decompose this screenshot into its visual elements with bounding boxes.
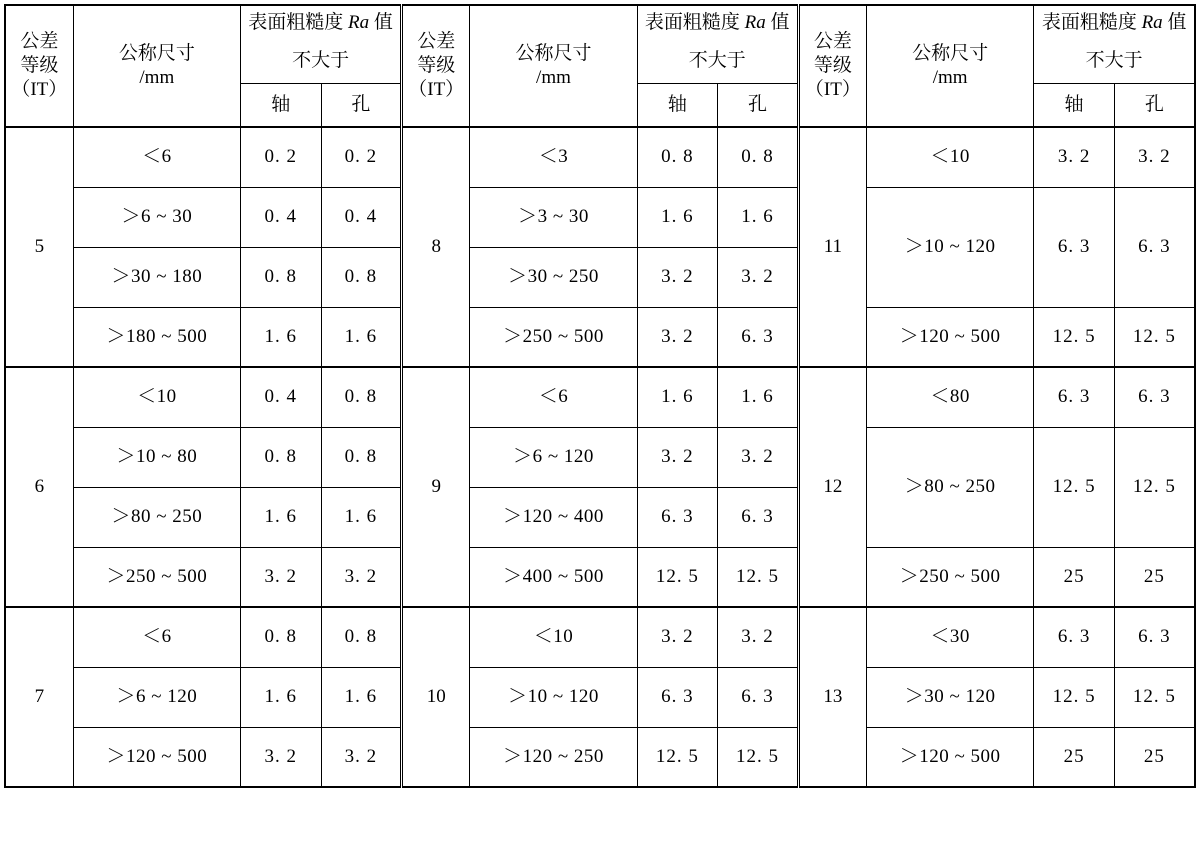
hole-value-cell: 1. 6: [321, 487, 402, 547]
header-ra-limit-label-3: 不大于: [1085, 49, 1143, 71]
header-it-line3: （IT）: [11, 78, 68, 100]
header-nominal-size-3: [866, 5, 1033, 127]
table-row: [5, 307, 1195, 367]
header-it-line1-3: 公差: [813, 31, 852, 53]
header-size-line2-2: /mm: [536, 67, 571, 88]
it-grade-cell: 6: [5, 367, 73, 607]
header-ra-label-3: 表面粗糙度 Ra 值: [1041, 11, 1187, 33]
header-hole-3: 孔: [1114, 83, 1195, 127]
header-ra-limit-label-2: 不大于: [688, 49, 746, 71]
hole-value-cell: 3. 2: [1114, 127, 1195, 187]
table-body: [5, 127, 1195, 787]
nominal-size-cell: ＞30 ~ 180: [73, 247, 240, 307]
shaft-value-cell: 0. 8: [241, 427, 322, 487]
shaft-value-cell: 6. 3: [1034, 187, 1115, 307]
shaft-value-cell: 0. 8: [241, 607, 322, 667]
header-shaft-1: 轴: [241, 83, 322, 127]
nominal-size-cell: ＜6: [470, 367, 637, 427]
header-ra-label-1: 表面粗糙度 Ra 值: [248, 11, 393, 33]
hole-value-cell: 6. 3: [718, 667, 799, 727]
header-ra-label-2: 表面粗糙度 Ra 值: [644, 11, 790, 33]
hole-value-cell: 1. 6: [718, 367, 799, 427]
nominal-size-cell: ＞120 ~ 500: [866, 727, 1033, 787]
table-row: [5, 187, 1195, 247]
header-ra-limit-2: [637, 39, 798, 83]
table-row: [5, 667, 1195, 727]
header-size-line1: 公称尺寸: [118, 43, 195, 65]
hole-value-cell: 0. 8: [321, 427, 402, 487]
nominal-size-cell: ＞120 ~ 250: [470, 727, 637, 787]
hole-value-cell: 0. 4: [321, 187, 402, 247]
nominal-size-cell: ＞120 ~ 400: [470, 487, 637, 547]
shaft-value-cell: 25: [1034, 727, 1115, 787]
hole-value-cell: 0. 2: [321, 127, 402, 187]
hole-value-cell: 12. 5: [718, 547, 799, 607]
header-ra-limit-label-1: 不大于: [292, 49, 350, 71]
hole-value-cell: 3. 2: [718, 247, 799, 307]
table-row: [5, 127, 1195, 187]
nominal-size-cell: ＞10 ~ 80: [73, 427, 240, 487]
shaft-value-cell: 12. 5: [637, 547, 718, 607]
hole-value-cell: 12. 5: [1114, 427, 1195, 547]
header-nominal-size-2: [470, 5, 637, 127]
shaft-value-cell: 3. 2: [637, 247, 718, 307]
it-grade-cell: 7: [5, 607, 73, 787]
header-it-grade-2: [402, 5, 470, 127]
nominal-size-cell: ＜10: [470, 607, 637, 667]
header-size-line1-3: 公称尺寸: [912, 43, 989, 65]
hole-value-cell: 3. 2: [718, 427, 799, 487]
nominal-size-cell: ＜6: [73, 607, 240, 667]
nominal-size-cell: ＜30: [866, 607, 1033, 667]
header-it-grade-3: [798, 5, 866, 127]
hole-value-cell: 6. 3: [1114, 367, 1195, 427]
nominal-size-cell: ＞6 ~ 120: [73, 667, 240, 727]
hole-value-cell: 1. 6: [321, 307, 402, 367]
hole-value-cell: 0. 8: [321, 607, 402, 667]
shaft-value-cell: 12. 5: [637, 727, 718, 787]
shaft-value-cell: 0. 4: [241, 187, 322, 247]
header-hole-2: 孔: [718, 83, 799, 127]
nominal-size-cell: ＞80 ~ 250: [73, 487, 240, 547]
hole-value-cell: 0. 8: [718, 127, 799, 187]
shaft-value-cell: 1. 6: [637, 187, 718, 247]
header-it-line1: 公差: [20, 31, 59, 53]
hole-value-cell: 3. 2: [718, 607, 799, 667]
nominal-size-cell: ＞80 ~ 250: [866, 427, 1033, 547]
shaft-value-cell: 6. 3: [1034, 367, 1115, 427]
nominal-size-cell: ＞30 ~ 120: [866, 667, 1033, 727]
it-grade-cell: 9: [402, 367, 470, 607]
nominal-size-cell: ＞3 ~ 30: [470, 187, 637, 247]
header-it-line2-2: 等级: [417, 55, 456, 77]
nominal-size-cell: ＞10 ~ 120: [470, 667, 637, 727]
header-size-line2: /mm: [139, 67, 175, 88]
shaft-value-cell: 12. 5: [1034, 427, 1115, 547]
hole-value-cell: 12. 5: [718, 727, 799, 787]
shaft-value-cell: 1. 6: [241, 667, 322, 727]
shaft-value-cell: 12. 5: [1034, 667, 1115, 727]
table-row: [5, 607, 1195, 667]
shaft-value-cell: 1. 6: [637, 367, 718, 427]
shaft-value-cell: 3. 2: [1034, 127, 1115, 187]
table-row: [5, 427, 1195, 487]
nominal-size-cell: ＞6 ~ 120: [470, 427, 637, 487]
table-header: [5, 5, 1195, 127]
shaft-value-cell: 0. 2: [241, 127, 322, 187]
shaft-value-cell: 3. 2: [241, 727, 322, 787]
header-ra-3: [1034, 5, 1195, 39]
hole-value-cell: 6. 3: [1114, 187, 1195, 307]
hole-value-cell: 0. 8: [321, 367, 402, 427]
nominal-size-cell: ＞250 ~ 500: [470, 307, 637, 367]
shaft-value-cell: 1. 6: [241, 487, 322, 547]
hole-value-cell: 0. 8: [321, 247, 402, 307]
nominal-size-cell: ＞120 ~ 500: [73, 727, 240, 787]
hole-value-cell: 25: [1114, 547, 1195, 607]
it-grade-cell: 13: [798, 607, 866, 787]
document-page: [0, 4, 1200, 867]
hole-value-cell: 12. 5: [1114, 667, 1195, 727]
hole-value-cell: 3. 2: [321, 547, 402, 607]
shaft-value-cell: 6. 3: [1034, 607, 1115, 667]
it-grade-cell: 10: [402, 607, 470, 787]
it-grade-cell: 8: [402, 127, 470, 367]
shaft-value-cell: 6. 3: [637, 487, 718, 547]
hole-value-cell: 1. 6: [718, 187, 799, 247]
nominal-size-cell: ＜80: [866, 367, 1033, 427]
nominal-size-cell: ＞10 ~ 120: [866, 187, 1033, 307]
shaft-value-cell: 3. 2: [637, 607, 718, 667]
header-it-line2: 等级: [20, 55, 59, 77]
it-grade-cell: 12: [798, 367, 866, 607]
shaft-value-cell: 0. 8: [637, 127, 718, 187]
header-shaft-2: 轴: [637, 83, 718, 127]
header-ra-limit-1: [241, 39, 402, 83]
header-size-line2-3: /mm: [932, 67, 968, 88]
header-hole-1: 孔: [321, 83, 402, 127]
shaft-value-cell: 0. 4: [241, 367, 322, 427]
shaft-value-cell: 6. 3: [637, 667, 718, 727]
shaft-value-cell: 3. 2: [637, 307, 718, 367]
nominal-size-cell: ＜3: [470, 127, 637, 187]
shaft-value-cell: 3. 2: [637, 427, 718, 487]
header-shaft-3: 轴: [1034, 83, 1115, 127]
nominal-size-cell: ＞30 ~ 250: [470, 247, 637, 307]
shaft-value-cell: 25: [1034, 547, 1115, 607]
nominal-size-cell: ＞400 ~ 500: [470, 547, 637, 607]
surface-roughness-table: [4, 4, 1196, 788]
shaft-value-cell: 0. 8: [241, 247, 322, 307]
header-size-line1-2: 公称尺寸: [515, 43, 592, 65]
header-row-1: [5, 5, 1195, 39]
header-it-line2-3: 等级: [813, 55, 852, 77]
nominal-size-cell: ＞6 ~ 30: [73, 187, 240, 247]
nominal-size-cell: ＞250 ~ 500: [73, 547, 240, 607]
table-row: [5, 547, 1195, 607]
table-row: [5, 367, 1195, 427]
header-ra-2: [637, 5, 798, 39]
hole-value-cell: 6. 3: [718, 487, 799, 547]
nominal-size-cell: ＜10: [866, 127, 1033, 187]
hole-value-cell: 6. 3: [1114, 607, 1195, 667]
nominal-size-cell: ＞250 ~ 500: [866, 547, 1033, 607]
it-grade-cell: 11: [798, 127, 866, 367]
table-row: [5, 727, 1195, 787]
shaft-value-cell: 12. 5: [1034, 307, 1115, 367]
nominal-size-cell: ＜6: [73, 127, 240, 187]
header-ra-limit-3: [1034, 39, 1195, 83]
nominal-size-cell: ＞120 ~ 500: [866, 307, 1033, 367]
nominal-size-cell: ＜10: [73, 367, 240, 427]
shaft-value-cell: 1. 6: [241, 307, 322, 367]
header-ra-1: [241, 5, 402, 39]
hole-value-cell: 1. 6: [321, 667, 402, 727]
header-it-line3-3: （IT）: [804, 78, 861, 100]
hole-value-cell: 6. 3: [718, 307, 799, 367]
hole-value-cell: 12. 5: [1114, 307, 1195, 367]
shaft-value-cell: 3. 2: [241, 547, 322, 607]
it-grade-cell: 5: [5, 127, 73, 367]
header-it-grade-1: [5, 5, 73, 127]
nominal-size-cell: ＞180 ~ 500: [73, 307, 240, 367]
header-it-line3-2: （IT）: [408, 78, 465, 100]
header-nominal-size-1: [73, 5, 240, 127]
header-it-line1-2: 公差: [417, 31, 456, 53]
hole-value-cell: 3. 2: [321, 727, 402, 787]
hole-value-cell: 25: [1114, 727, 1195, 787]
